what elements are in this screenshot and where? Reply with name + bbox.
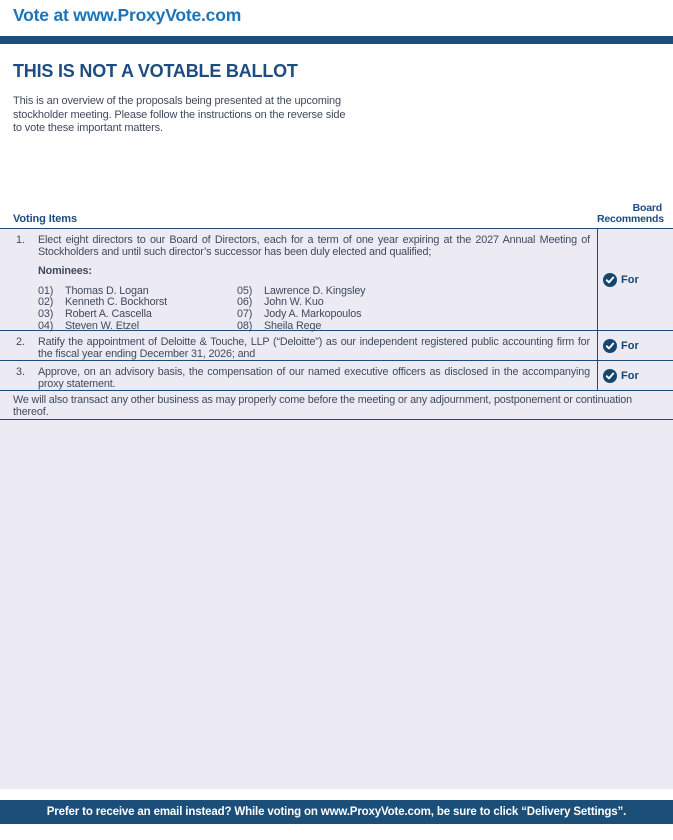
nominee-number: 04) <box>38 319 54 332</box>
table-row-item-1 <box>0 229 673 331</box>
nominee-row <box>38 309 237 321</box>
nominee-name: Robert A. Cascella <box>65 308 152 321</box>
board-recommends-line1: Board <box>632 202 662 214</box>
intro-paragraph: This is an overview of the proposals being presented at the upcoming stockholder meeting. Please follow the instructions on the reverse side to vote these important matters. <box>13 95 346 134</box>
other-business-note: We will also transact any other business as may properly come before the meeting or any adjournment, postponement or continuation thereof. <box>13 394 633 419</box>
item-1-recommendation <box>597 229 673 330</box>
nominee-name: Lawrence D. Kingsley <box>264 284 366 297</box>
check-icon <box>603 369 617 383</box>
item-3-cell <box>0 361 597 390</box>
footer-bar-text: Prefer to receive an email instead? While voting on www.ProxyVote.com, be sure to click “Delivery Settings”. <box>46 806 627 818</box>
nominee-name: Steven W. Etzel <box>65 319 139 332</box>
item-3-number: 3. <box>16 366 25 378</box>
nominees-column-1 <box>38 286 237 333</box>
recommendation-label: For <box>621 273 639 286</box>
item-1-body <box>38 234 590 330</box>
item-2-text: Ratify the appointment of Deloitte & Touche, LLP (“Deloitte”) as our independent registered public accounting firm for the fiscal year ending December 31, 2026; and <box>38 336 590 361</box>
nominee-number: 02) <box>38 296 54 309</box>
footer-bar <box>0 800 673 824</box>
table-row-item-3 <box>0 361 673 391</box>
nominee-row <box>237 309 590 321</box>
nominee-number: 06) <box>237 296 253 309</box>
header-divider-bar <box>0 36 673 44</box>
nominee-name: Thomas D. Logan <box>65 284 149 297</box>
check-icon <box>603 273 617 287</box>
item-2-body <box>38 336 590 360</box>
nominees-list <box>38 286 590 333</box>
item-2-number: 2. <box>16 336 25 348</box>
nominees-label: Nominees: <box>38 265 92 278</box>
table-row-other-business <box>0 391 673 420</box>
check-icon <box>603 339 617 353</box>
recommendation-label: For <box>621 339 639 352</box>
nominee-number: 01) <box>38 284 54 297</box>
table-row-item-2 <box>0 331 673 361</box>
nominee-name: Kenneth C. Bockhorst <box>65 296 168 309</box>
nominees-column-2 <box>237 286 590 333</box>
item-1-cell <box>0 229 597 330</box>
table-header-row <box>0 203 673 228</box>
nominee-name: Sheila Rege <box>264 319 322 332</box>
vote-url-heading: Vote at www.ProxyVote.com <box>13 5 242 25</box>
nominee-number: 05) <box>237 284 253 297</box>
item-2-recommendation <box>597 331 673 360</box>
item-3-recommendation <box>597 361 673 390</box>
page-title: THIS IS NOT A VOTABLE BALLOT <box>13 61 298 81</box>
nominee-number: 08) <box>237 319 253 332</box>
nominee-number: 03) <box>38 308 54 321</box>
page-header <box>0 0 673 36</box>
board-recommends-line2: Recommends <box>597 213 664 225</box>
nominee-name: Jody A. Markopoulos <box>264 308 362 321</box>
voting-items-header: Voting Items <box>13 213 77 225</box>
recommendation-label: For <box>621 369 639 382</box>
item-1-number: 1. <box>16 234 25 246</box>
board-recommends-header <box>597 203 673 225</box>
item-3-body <box>38 366 590 390</box>
item-3-text: Approve, on an advisory basis, the compensation of our named executive officers as disclosed in the accompanying proxy statement. <box>38 366 590 391</box>
nominee-name: John W. Kuo <box>264 296 324 309</box>
item-1-text: Elect eight directors to our Board of Directors, each for a term of one year expiring at the 2027 Annual Meeting of Stockholders and until such director’s successor has been duly elected and qualified; <box>38 234 590 259</box>
blank-panel <box>0 420 673 789</box>
voting-items-table <box>0 228 673 420</box>
footer-gap <box>0 789 673 800</box>
page-bottom-margin <box>0 824 673 840</box>
intro-section <box>0 44 673 203</box>
item-2-cell <box>0 331 597 360</box>
nominee-number: 07) <box>237 308 253 321</box>
